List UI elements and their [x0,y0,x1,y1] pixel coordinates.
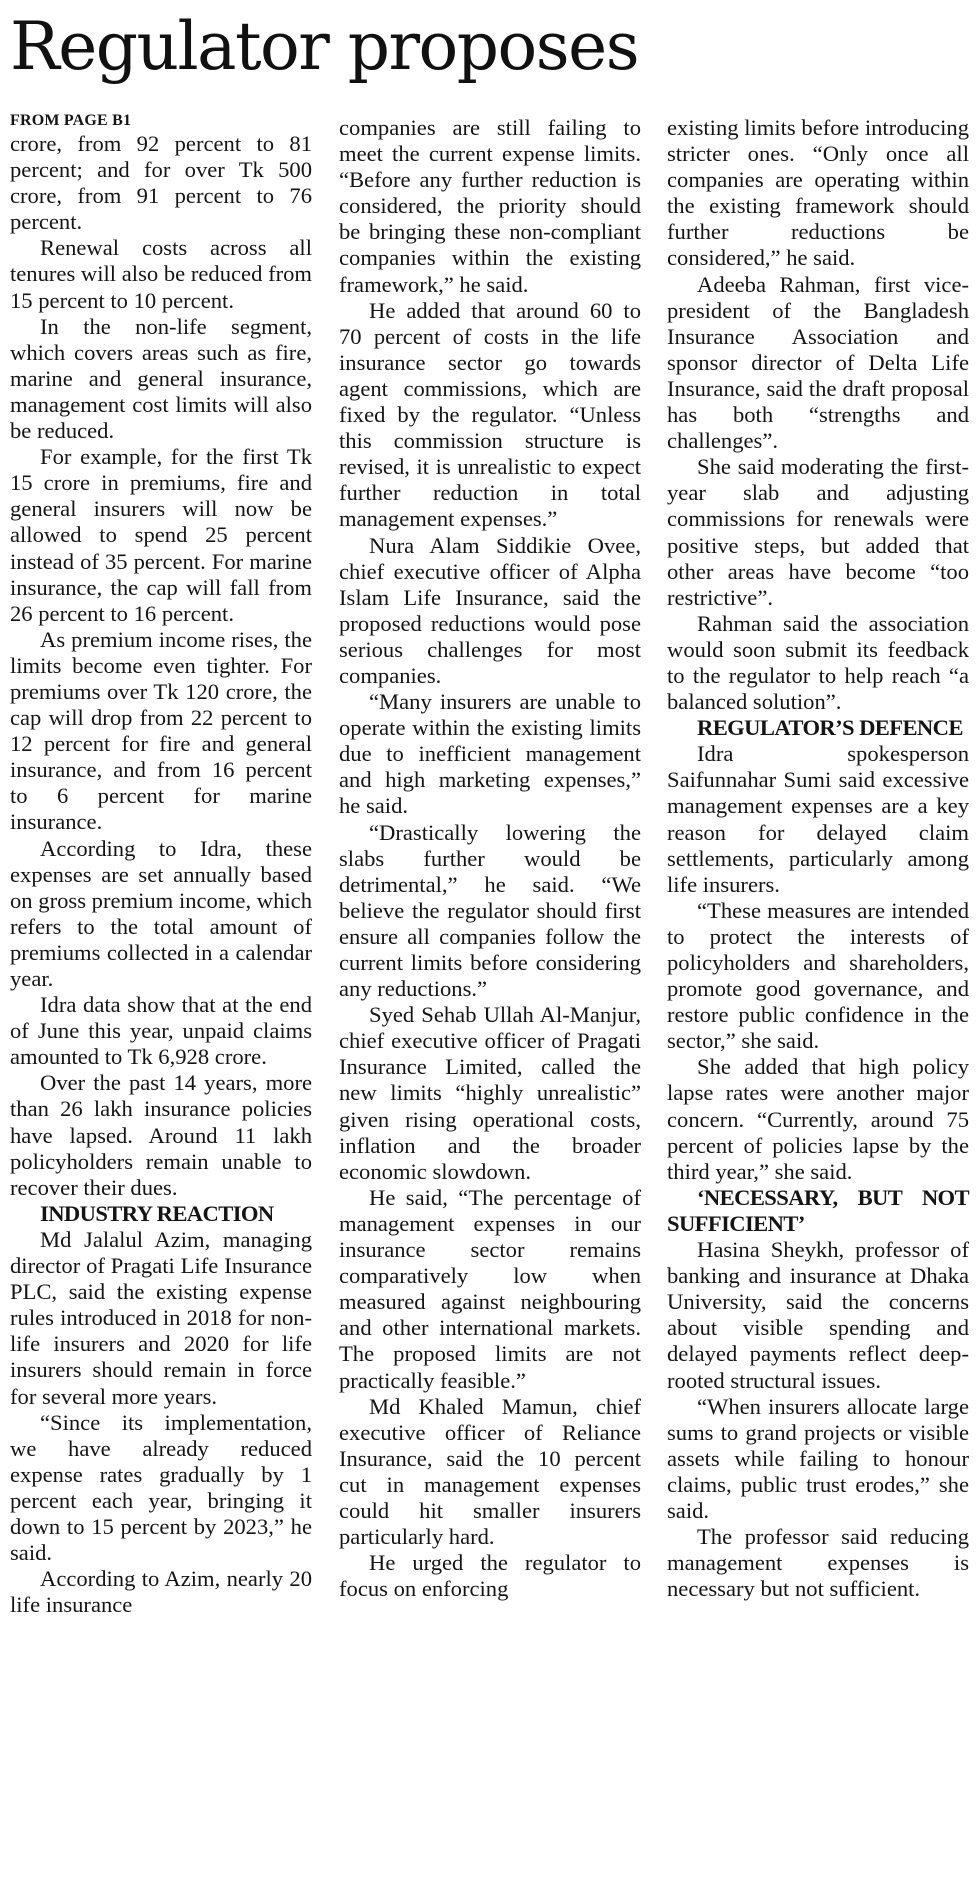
paragraph: Over the past 14 years, more than 26 lakh insurance policies have lapsed. Around 11 lakh policyholders remain unable to recover their dues. [10,1070,312,1200]
paragraph: He urged the regulator to focus on enforcing [339,1550,641,1602]
article-column-3 [667,115,969,1602]
paragraph: The professor said reducing management expenses is necessary but not sufficient. [667,1524,969,1602]
paragraph: Md Jalalul Azim, managing director of Pragati Life Insurance PLC, said the existing expense rules introduced in 2018 for non-life insurers and 2020 for life insurers should remain in force for several more years. [10,1226,312,1409]
paragraph: Syed Sehab Ullah Al-Manjur, chief executive officer of Pragati Insurance Limited, called the new limits “highly unrealistic” given rising operational costs, inflation and the broader economic slowdown. [339,1002,641,1184]
paragraph: Rahman said the association would soon submit its feedback to the regulator to help reach “a balanced solution”. [667,610,969,715]
paragraph: Md Khaled Mamun, chief executive officer of Reliance Insurance, said the 10 percent cut in management expenses could hit smaller insurers particularly hard. [339,1393,641,1550]
paragraph: “Since its implementation, we have already reduced expense rates gradually by 1 percent each year, bringing it down to 15 percent by 2023,” he said. [10,1409,312,1566]
paragraph: Idra spokesperson Saifunnahar Sumi said excessive management expenses are a key reason for delayed claim settlements, particularly among life insurers. [667,741,969,897]
paragraph: “When insurers allocate large sums to grand projects or visible assets while failing to honour claims, public trust erodes,” she said. [667,1393,969,1523]
paragraph: According to Idra, these expenses are set annually based on gross premium income, which refers to the total amount of premiums collected in a calendar year. [10,835,312,991]
paragraph: “These measures are intended to protect the interests of policyholders and shareholders, promote good governance, and restore public confidence in the sector,” she said. [667,897,969,1054]
article-column-2 [339,115,641,1602]
paragraph: She said moderating the first-year slab and adjusting commissions for renewals were positive steps, but added that other areas have become “too restrictive”. [667,454,969,610]
subhead-regulators-defence: REGULATOR’S DEFENCE [697,715,963,741]
article-column-1 [10,112,312,1618]
continued-from-label: FROM PAGE B1 [10,112,132,129]
paragraph: According to Azim, nearly 20 life insurance [10,1566,312,1618]
paragraph: For example, for the first Tk 15 crore in premiums, fire and general insurers will now be allowed to spend 25 percent instead of 35 percent. For marine insurance, the cap will fall from 26 percent to 16 percent. [10,444,312,626]
headline: Regulator proposes [10,8,639,85]
subhead-industry-reaction: INDUSTRY REACTION [40,1200,274,1226]
paragraph: As premium income rises, the limits become even tighter. For premiums over Tk 120 crore, the cap will drop from 22 percent to 12 percent for fire and general insurance, and from 16 percent to 6 percent for marine insurance. [10,626,312,835]
paragraph: She added that high policy lapse rates were another major concern. “Currently, around 75 percent of policies lapse by the third year,” she said. [667,1054,969,1184]
paragraph: He said, “The percentage of management expenses in our insurance sector remains comparatively low when measured against neighbouring and other international markets. The proposed limits are not practically feasible.” [339,1184,641,1393]
paragraph: Idra data show that at the end of June this year, unpaid claims amounted to Tk 6,928 crore. [10,992,312,1070]
paragraph: Adeeba Rahman, first vice-president of the Bangladesh Insurance Association and sponsor director of Delta Life Insurance, said the draft proposal has both “strengths and challenges”. [667,271,969,454]
paragraph: companies are still failing to meet the current expense limits. “Before any further reduction is considered, the priority should be bringing these non-compliant companies within the existing framework,” he said. [339,115,641,297]
paragraph: He added that around 60 to 70 percent of costs in the life insurance sector go towards agent commissions, which are fixed by the regulator. “Unless this commission structure is revised, it is unrealistic to expect further reduction in total management expenses.” [339,297,641,532]
paragraph: Hasina Sheykh, professor of banking and insurance at Dhaka University, said the concerns about visible spending and delayed payments reflect deep-rooted structural issues. [667,1237,969,1393]
paragraph: “Drastically lowering the slabs further would be detrimental,” he said. “We believe the regulator should first ensure all companies follow the current limits before considering any reductions.” [339,819,641,1002]
paragraph: crore, from 92 percent to 81 percent; and for over Tk 500 crore, from 91 percent to 76 percent. [10,131,312,235]
paragraph: existing limits before introducing stricter ones. “Only once all companies are operating within the existing framework should further reductions be considered,” he said. [667,115,969,271]
paragraph: “Many insurers are unable to operate within the existing limits due to inefficient management and high marketing expenses,” he said. [339,689,641,819]
paragraph: In the non-life segment, which covers areas such as fire, marine and general insurance, management cost limits will also be reduced. [10,313,312,444]
paragraph: Nura Alam Siddikie Ovee, chief executive officer of Alpha Islam Life Insurance, said the proposed reductions would pose serious challenges for most companies. [339,532,641,688]
paragraph: Renewal costs across all tenures will also be reduced from 15 percent to 10 percent. [10,235,312,313]
subhead-necessary-but-not-sufficient: ‘NECESSARY, BUT NOT SUFFICIENT’ [667,1184,969,1236]
